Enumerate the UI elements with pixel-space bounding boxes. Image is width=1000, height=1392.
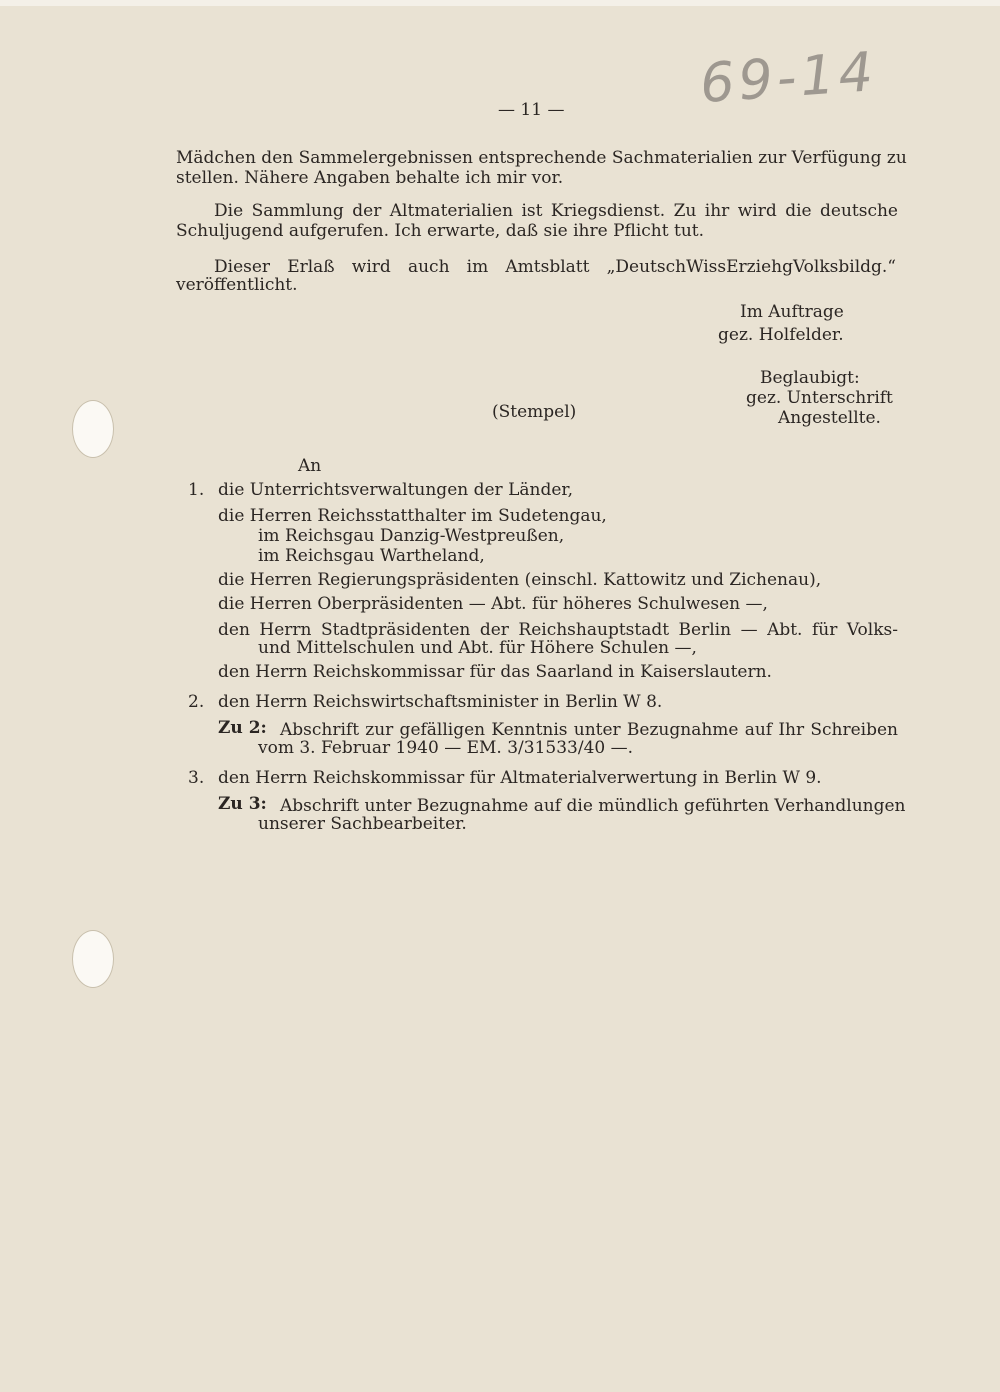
note-2-line-2: vom 3. Februar 1940 — EM. 3/31533/40 —. xyxy=(258,738,634,758)
recipient-1b: die Herren Reichsstatthalter im Sudetengau, xyxy=(218,506,607,526)
paragraph-3-line-2: veröffentlicht. xyxy=(176,275,298,295)
punch-hole-bottom xyxy=(72,930,114,988)
note-3-line-2: unserer Sachbearbeiter. xyxy=(258,814,467,834)
recipient-1d: im Reichsgau Wartheland, xyxy=(258,546,485,566)
addressee-heading: An xyxy=(298,456,322,476)
recipient-number-2: 2. xyxy=(188,692,205,712)
paragraph-3-line-1: Dieser Erlaß wird auch im Amtsblatt „DeutschWissErziehgVolksbildg.“ xyxy=(214,257,896,277)
recipient-1a: die Unterrichtsverwaltungen der Länder, xyxy=(218,480,574,500)
recipient-1f: die Herren Oberpräsidenten — Abt. für höheres Schulwesen —, xyxy=(218,594,768,614)
page-edge xyxy=(0,0,1000,6)
recipient-number-1: 1. xyxy=(188,480,205,500)
recipient-1h: den Herrn Reichskommissar für das Saarland in Kaiserslautern. xyxy=(218,662,772,682)
recipient-1c: im Reichsgau Danzig-Westpreußen, xyxy=(258,526,565,546)
recipient-number-3: 3. xyxy=(188,768,205,788)
page-number: — 11 — xyxy=(498,100,565,120)
paragraph-2-line-1: Die Sammlung der Altmaterialien ist Kriegsdienst. Zu ihr wird die deutsche xyxy=(214,201,898,221)
punch-hole-top xyxy=(72,400,114,458)
note-2-label: Zu 2: xyxy=(218,718,267,738)
recipient-1g-line-2: und Mittelschulen und Abt. für Höhere Schulen —, xyxy=(258,638,697,658)
stamp-placeholder: (Stempel) xyxy=(492,402,577,422)
recipient-1g-line-1: den Herrn Stadtpräsidenten der Reichshauptstadt Berlin — Abt. für Volks- xyxy=(218,620,898,640)
certification-signature: gez. Unterschrift xyxy=(746,388,893,408)
recipient-1e: die Herren Regierungspräsidenten (einschl. Kattowitz und Zichenau), xyxy=(218,570,822,590)
paragraph-1-line-2: stellen. Nähere Angaben behalte ich mir vor. xyxy=(176,168,564,188)
note-2-line-1: Abschrift zur gefälligen Kenntnis unter Bezugnahme auf Ihr Schreiben xyxy=(280,720,898,740)
paragraph-1-line-1: Mädchen den Sammelergebnissen entsprechende Sachmaterialien zur Verfügung zu xyxy=(176,148,907,168)
recipient-3: den Herrn Reichskommissar für Altmaterialverwertung in Berlin W 9. xyxy=(218,768,822,788)
signature-on-behalf: Im Auftrage xyxy=(740,302,844,322)
paragraph-2-line-2: Schuljugend aufgerufen. Ich erwarte, daß sie ihre Pflicht tut. xyxy=(176,221,705,241)
note-3-line-1: Abschrift unter Bezugnahme auf die mündlich geführten Verhandlungen xyxy=(280,796,906,816)
recipient-2: den Herrn Reichswirtschaftsminister in Berlin W 8. xyxy=(218,692,663,712)
note-3-label: Zu 3: xyxy=(218,794,267,814)
certification-heading: Beglaubigt: xyxy=(760,368,860,388)
signature-signed: gez. Holfelder. xyxy=(718,325,844,345)
certification-employee: Angestellte. xyxy=(778,408,881,428)
handwritten-note: 69-14 xyxy=(698,39,879,116)
